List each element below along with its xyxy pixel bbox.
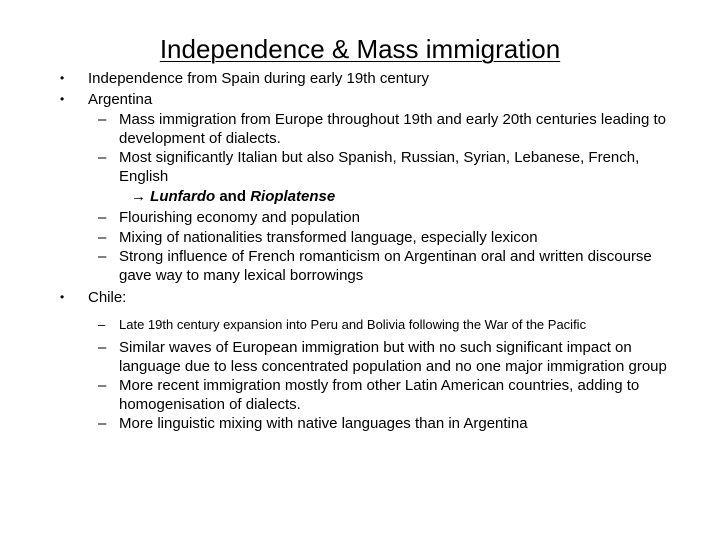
dash-icon: – (98, 111, 107, 128)
term-rioplatense: Rioplatense (250, 188, 336, 205)
sub-bullet-text: Similar waves of European immigration but with no such significant impact on language due to less concentrated population and no one major immigration group (119, 339, 667, 375)
sub-bullet-item (0, 415, 720, 434)
sub-bullet-text: More linguistic mixing with native languages than in Argentina (119, 415, 528, 432)
dash-icon: – (98, 248, 107, 265)
bullet-icon: • (60, 92, 65, 106)
bullet-item (0, 89, 720, 110)
dash-icon: – (98, 149, 107, 166)
bullet-item (0, 287, 720, 308)
sub-bullet-text: Strong influence of French romanticism on Argentinan oral and written discourse gave way to many lexical borrowings (119, 248, 652, 284)
dash-icon: – (98, 339, 107, 356)
bullet-icon: • (60, 290, 65, 304)
sub-bullet-text: More recent immigration mostly from other Latin American countries, adding to homogenisation of dialects. (119, 377, 640, 413)
sub-bullet-item (0, 248, 720, 285)
sub-bullet-item (0, 339, 720, 376)
sub-bullet-item (0, 377, 720, 414)
dash-icon: – (98, 228, 107, 246)
bullet-item (0, 68, 720, 89)
term-conjunction: and (219, 188, 247, 205)
sub-bullet-item (0, 209, 720, 228)
slide-body (0, 68, 720, 434)
bullet-text: Independence from Spain during early 19th century (88, 70, 430, 87)
dash-icon: – (98, 377, 107, 394)
slide-title: Independence & Mass immigration (159, 34, 561, 64)
right-arrow-icon: → (131, 188, 146, 205)
sub-bullet-item (0, 111, 720, 148)
dash-icon: – (98, 415, 107, 432)
sub-bullet-text: Late 19th century expansion into Peru and Bolivia following the War of the Pacific (119, 317, 587, 332)
sub-bullet-item (0, 149, 720, 186)
sub-bullet-item (0, 229, 720, 248)
sub-bullet-item (0, 316, 720, 334)
bullet-icon: • (60, 71, 65, 85)
bullet-text: Chile: (88, 289, 127, 306)
dash-icon: – (98, 209, 107, 226)
sub-bullet-text: Mixing of nationalities transformed language, especially lexicon (119, 228, 538, 246)
arrow-line (131, 186, 720, 208)
sub-bullet-text: Flourishing economy and population (119, 209, 360, 226)
term-lunfardo: Lunfardo (150, 188, 216, 205)
sub-bullet-text: Mass immigration from Europe throughout 19th and early 20th centuries leading to development of dialects. (119, 111, 666, 147)
bullet-text: Argentina (88, 91, 153, 108)
sub-bullet-text: Most significantly Italian but also Spanish, Russian, Syrian, Lebanese, French, English (119, 149, 640, 185)
dash-icon: – (98, 317, 106, 332)
